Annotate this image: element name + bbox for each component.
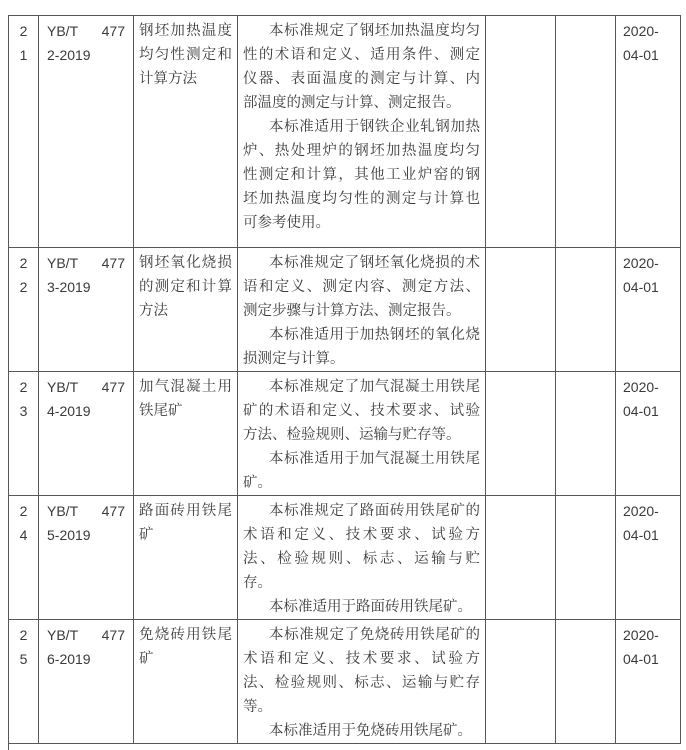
description-line: 本标准适用于路面砖用铁尾矿。 bbox=[269, 599, 472, 615]
description-line: 本标准适用于加热钢坯的氧化烧 bbox=[269, 327, 480, 343]
standards-table bbox=[8, 15, 681, 744]
description-paragraph bbox=[243, 323, 480, 371]
description-line: 矿的术语和定义、技术要求、试验 bbox=[243, 403, 480, 419]
description-line: 本标准规定了钢坯加热温度均匀 bbox=[269, 23, 480, 39]
cell-scope-description bbox=[238, 248, 486, 372]
description-line: 损测定与计算。 bbox=[243, 351, 345, 367]
description-line: 法、检验规则、标志、运输与贮存 bbox=[243, 675, 480, 691]
cell-implementation-date bbox=[616, 16, 681, 248]
description-line: 矿。 bbox=[243, 475, 272, 491]
standard-name-line: 钢坯加热温度 bbox=[139, 23, 232, 39]
standard-code-line: 5-2019 bbox=[47, 527, 91, 543]
implementation-date-line: 04-01 bbox=[623, 651, 659, 667]
cell-scope-description bbox=[238, 372, 486, 496]
implementation-date-line: 04-01 bbox=[623, 47, 659, 63]
table-row bbox=[9, 372, 681, 496]
description-line: 测定步骤与计算方法、测定报告。 bbox=[243, 303, 461, 319]
implementation-date-line: 2020- bbox=[623, 503, 659, 519]
next-row-left-border bbox=[8, 738, 681, 750]
standard-name-line: 计算方法 bbox=[139, 71, 197, 87]
cell-empty bbox=[556, 496, 616, 620]
description-line: 法、检验规则、标志、运输与贮 bbox=[243, 551, 480, 567]
description-line: 可参考使用。 bbox=[243, 215, 330, 231]
description-line: 术语和定义、技术要求、试验方 bbox=[243, 651, 480, 667]
standard-name-line: 路面砖用铁尾 bbox=[139, 503, 232, 519]
implementation-date-line: 04-01 bbox=[623, 403, 659, 419]
implementation-date-line: 04-01 bbox=[623, 527, 659, 543]
cell-empty bbox=[486, 620, 556, 744]
description-line: 本标准规定了免烧砖用铁尾矿的 bbox=[269, 627, 480, 643]
description-paragraph bbox=[243, 251, 480, 323]
cell-standard-code bbox=[39, 248, 134, 372]
description-line: 性的术语和定义、适用条件、测定 bbox=[243, 47, 480, 63]
implementation-date-line: 04-01 bbox=[623, 279, 659, 295]
serial-number-line: 2 bbox=[19, 279, 28, 295]
description-line: 方法、检验规则、运输与贮存等。 bbox=[243, 427, 461, 443]
serial-number-line: 1 bbox=[19, 47, 28, 63]
cell-serial-number bbox=[9, 248, 39, 372]
cell-empty bbox=[486, 496, 556, 620]
table-row bbox=[9, 620, 681, 744]
implementation-date-line: 2020- bbox=[623, 379, 659, 395]
cell-standard-code bbox=[39, 620, 134, 744]
cell-scope-description bbox=[238, 496, 486, 620]
cell-empty bbox=[486, 248, 556, 372]
standard-code-line: 6-2019 bbox=[47, 651, 91, 667]
cell-empty bbox=[556, 248, 616, 372]
description-line: 等。 bbox=[243, 699, 272, 715]
description-line: 语和定义、测定内容、测定方法、 bbox=[243, 279, 480, 295]
standard-code-line: YB/T 477 bbox=[47, 627, 125, 643]
standard-name-line: 的测定和计算 bbox=[139, 279, 232, 295]
cell-empty bbox=[556, 372, 616, 496]
cell-serial-number bbox=[9, 496, 39, 620]
description-line: 术语和定义、技术要求、试验方 bbox=[243, 527, 480, 543]
serial-number-line: 2 bbox=[19, 379, 28, 395]
standard-code-line: 2-2019 bbox=[47, 47, 91, 63]
description-paragraph bbox=[243, 19, 480, 115]
standard-code-line: 4-2019 bbox=[47, 403, 91, 419]
cell-standard-code bbox=[39, 372, 134, 496]
cell-serial-number bbox=[9, 620, 39, 744]
standard-name-line: 加气混凝土用 bbox=[139, 379, 232, 395]
standard-code-line: YB/T 477 bbox=[47, 503, 125, 519]
description-line: 本标准适用于加气混凝土用铁尾 bbox=[269, 451, 480, 467]
description-paragraph bbox=[243, 375, 480, 447]
cell-scope-description bbox=[238, 16, 486, 248]
cell-serial-number bbox=[9, 372, 39, 496]
cell-standard-name bbox=[134, 16, 238, 248]
cell-implementation-date bbox=[616, 372, 681, 496]
standard-name-line: 方法 bbox=[139, 303, 168, 319]
implementation-date-line: 2020- bbox=[623, 627, 659, 643]
description-line: 性测定和计算，其他工业炉窑的钢 bbox=[243, 167, 480, 183]
description-line: 本标准规定了路面砖用铁尾矿的 bbox=[269, 503, 480, 519]
description-line: 本标准规定了钢坯氧化烧损的术 bbox=[269, 255, 480, 271]
cell-implementation-date bbox=[616, 620, 681, 744]
description-line: 存。 bbox=[243, 575, 272, 591]
cell-empty bbox=[556, 16, 616, 248]
description-paragraph bbox=[243, 623, 480, 719]
table-row bbox=[9, 248, 681, 372]
cell-serial-number bbox=[9, 16, 39, 248]
cell-standard-code bbox=[39, 496, 134, 620]
table-row bbox=[9, 16, 681, 248]
serial-number-line: 2 bbox=[19, 503, 28, 519]
serial-number-line: 2 bbox=[19, 255, 28, 271]
cell-standard-name bbox=[134, 372, 238, 496]
cell-standard-name bbox=[134, 620, 238, 744]
description-line: 本标准适用于免烧砖用铁尾矿。 bbox=[269, 723, 472, 739]
cell-standard-name bbox=[134, 248, 238, 372]
description-line: 仪器、表面温度的测定与计算、内 bbox=[243, 71, 480, 87]
serial-number-line: 2 bbox=[19, 627, 28, 643]
serial-number-line: 4 bbox=[19, 527, 28, 543]
description-line: 炉、热处理炉的钢坯加热温度均匀 bbox=[243, 143, 480, 159]
description-paragraph bbox=[243, 595, 480, 619]
description-paragraph bbox=[243, 499, 480, 595]
standard-name-line: 矿 bbox=[139, 527, 154, 543]
serial-number-line: 2 bbox=[19, 23, 28, 39]
cell-standard-code bbox=[39, 16, 134, 248]
implementation-date-line: 2020- bbox=[623, 255, 659, 271]
cell-empty bbox=[486, 16, 556, 248]
standard-name-line: 免烧砖用铁尾 bbox=[139, 627, 232, 643]
description-line: 本标准规定了加气混凝土用铁尾 bbox=[269, 379, 480, 395]
cell-scope-description bbox=[238, 620, 486, 744]
cell-empty bbox=[556, 620, 616, 744]
description-line: 本标准适用于钢铁企业轧钢加热 bbox=[269, 119, 480, 135]
cell-implementation-date bbox=[616, 248, 681, 372]
standard-name-line: 矿 bbox=[139, 651, 154, 667]
standard-code-line: YB/T 477 bbox=[47, 379, 125, 395]
cell-standard-name bbox=[134, 496, 238, 620]
standard-name-line: 钢坯氧化烧损 bbox=[139, 255, 232, 271]
implementation-date-line: 2020- bbox=[623, 23, 659, 39]
serial-number-line: 5 bbox=[19, 651, 28, 667]
description-paragraph bbox=[243, 115, 480, 235]
table-body bbox=[9, 16, 681, 744]
standard-code-line: 3-2019 bbox=[47, 279, 91, 295]
description-line: 部温度的测定与计算、测定报告。 bbox=[243, 95, 461, 111]
standard-code-line: YB/T 477 bbox=[47, 255, 125, 271]
description-paragraph bbox=[243, 447, 480, 495]
cell-empty bbox=[486, 372, 556, 496]
standard-name-line: 铁尾矿 bbox=[139, 403, 183, 419]
standard-code-line: YB/T 477 bbox=[47, 23, 125, 39]
description-line: 坯加热温度均匀性的测定与计算也 bbox=[243, 191, 480, 207]
standard-name-line: 均匀性测定和 bbox=[139, 47, 232, 63]
table-row bbox=[9, 496, 681, 620]
cell-implementation-date bbox=[616, 496, 681, 620]
serial-number-line: 3 bbox=[19, 403, 28, 419]
